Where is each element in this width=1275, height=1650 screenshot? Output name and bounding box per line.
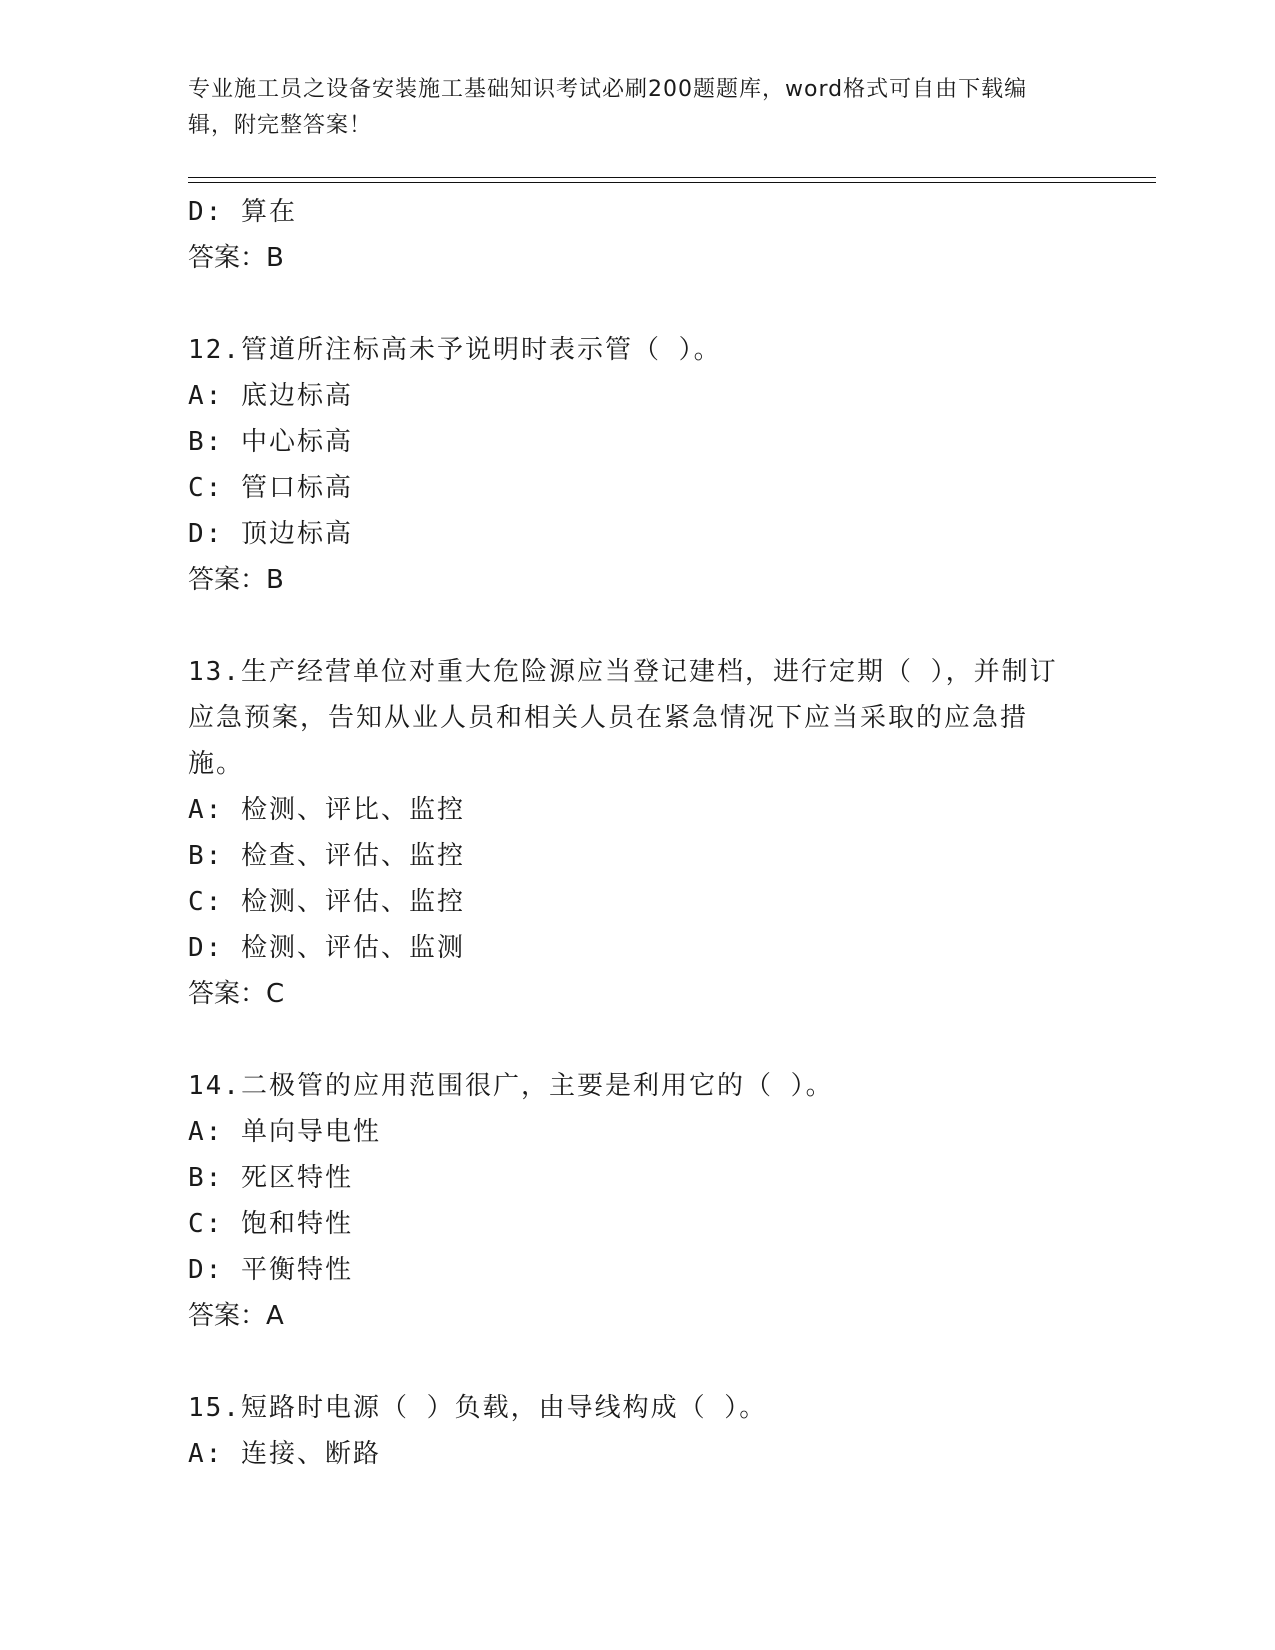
option-d: D: 平衡特性 <box>188 1255 353 1285</box>
header-divider-bottom <box>188 182 1156 183</box>
document-page <box>188 0 1156 1650</box>
option-c: C: 饱和特性 <box>188 1209 353 1239</box>
question-13 <box>188 649 1058 1017</box>
option-b: B: 死区特性 <box>188 1163 353 1193</box>
option-a: A: 连接、断路 <box>188 1439 381 1469</box>
question-12 <box>188 327 1058 603</box>
question-content <box>188 189 1156 1477</box>
option-d: D: 算在 <box>188 197 297 227</box>
spacer <box>188 1017 1156 1063</box>
option-b: B: 中心标高 <box>188 427 353 457</box>
option-c: C: 管口标高 <box>188 473 353 503</box>
question-stem: 12.管道所注标高未予说明时表示管（ ）。 <box>188 335 722 365</box>
header-divider-top <box>188 177 1156 178</box>
answer: 答案：A <box>188 1301 284 1331</box>
option-b: B: 检查、评估、监控 <box>188 841 465 871</box>
spacer <box>188 281 1156 327</box>
question-stem: 13.生产经营单位对重大危险源应当登记建档，进行定期（ ），并制订应急预案，告知从业人员和相关人员在紧急情况下应当采取的应急措施。 <box>188 657 1058 779</box>
option-a: A: 单向导电性 <box>188 1117 381 1147</box>
question-15 <box>188 1385 1058 1477</box>
option-d: D: 检测、评估、监测 <box>188 933 465 963</box>
question-stem: 15.短路时电源（ ）负载，由导线构成（ ）。 <box>188 1393 768 1423</box>
spacer <box>188 1339 1156 1385</box>
option-c: C: 检测、评估、监控 <box>188 887 465 917</box>
spacer <box>188 603 1156 649</box>
option-a: A: 底边标高 <box>188 381 353 411</box>
question-14 <box>188 1063 1058 1339</box>
answer: 答案：B <box>188 565 284 595</box>
option-d: D: 顶边标高 <box>188 519 353 549</box>
document-header: 专业施工员之设备安装施工基础知识考试必刷200题题库，word格式可自由下载编辑，附完整答案！ <box>188 77 1028 138</box>
answer: 答案：B <box>188 243 284 273</box>
question-stem: 14.二极管的应用范围很广，主要是利用它的（ ）。 <box>188 1071 834 1101</box>
answer: 答案：C <box>188 979 285 1009</box>
option-a: A: 检测、评比、监控 <box>188 795 465 825</box>
